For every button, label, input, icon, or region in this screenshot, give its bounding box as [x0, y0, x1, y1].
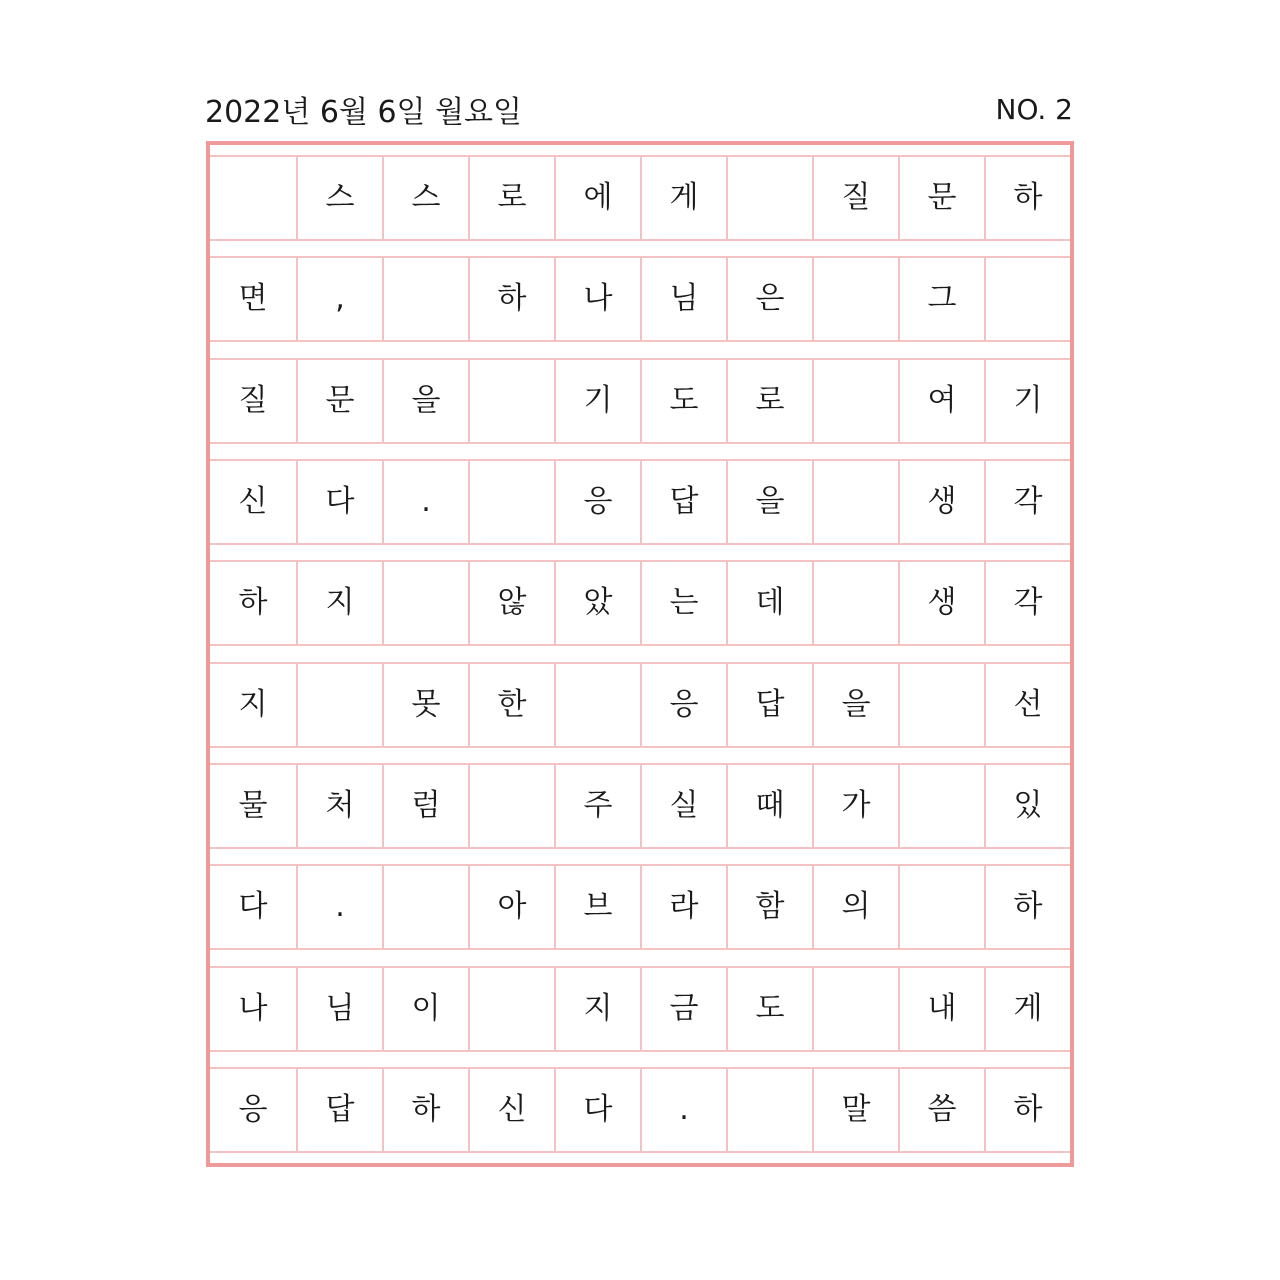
grid-cell: 때: [726, 765, 812, 847]
grid-cell: 게: [640, 157, 726, 239]
grid-cell: 응: [554, 461, 640, 543]
grid-cell: 데: [726, 562, 812, 644]
grid-cell: 럼: [382, 765, 468, 847]
grid-cell: 기: [554, 360, 640, 442]
grid-row: [210, 256, 1070, 342]
grid-cell: 주: [554, 765, 640, 847]
manuscript-sheet: [206, 141, 1074, 1167]
grid-cell: 도: [726, 968, 812, 1050]
grid-cell: [468, 968, 554, 1050]
grid-cell: 로: [468, 157, 554, 239]
manuscript-grid: [210, 155, 1070, 1153]
grid-cell: [382, 866, 468, 948]
grid-cell: 못: [382, 664, 468, 746]
grid-cell: 말: [812, 1069, 898, 1151]
grid-cell: 여: [898, 360, 984, 442]
grid-cell: 질: [238, 382, 268, 418]
grid-cell: 신: [468, 1069, 554, 1151]
page-header: [205, 86, 1075, 132]
grid-cell: 았: [554, 562, 640, 644]
grid-cell: 함: [726, 866, 812, 948]
grid-cell: 한: [468, 664, 554, 746]
grid-cell: 각: [984, 461, 1070, 543]
grid-cell: 의: [812, 866, 898, 948]
grid-cell: [296, 664, 382, 746]
grid-cell: 로: [726, 360, 812, 442]
grid-cell: 에: [554, 157, 640, 239]
grid-cell: 라: [640, 866, 726, 948]
grid-cell: 님: [296, 968, 382, 1050]
grid-cell: 각: [984, 562, 1070, 644]
grid-cell: 씀: [898, 1069, 984, 1151]
grid-cell: 아: [468, 866, 554, 948]
grid-cell: 금: [640, 968, 726, 1050]
grid-cell: 있: [984, 765, 1070, 847]
grid-cell: [898, 866, 984, 948]
grid-cell: 답: [296, 1069, 382, 1151]
grid-cell: 다: [296, 461, 382, 543]
grid-cell: 질: [812, 157, 898, 239]
grid-cell: 은: [726, 258, 812, 340]
grid-cell: 이: [382, 968, 468, 1050]
page-number: NO. 2: [995, 92, 1073, 126]
grid-cell: 내: [898, 968, 984, 1050]
grid-cell: 생: [898, 461, 984, 543]
grid-cell: [210, 157, 296, 239]
grid-row: [210, 662, 1070, 748]
grid-row: [210, 763, 1070, 849]
grid-cell: 다: [554, 1069, 640, 1151]
grid-cell: 을: [726, 461, 812, 543]
grid-cell: [554, 664, 640, 746]
grid-cell: 면: [238, 281, 268, 317]
grid-cell: 기: [984, 360, 1070, 442]
grid-cell: 하: [984, 157, 1070, 239]
grid-cell: 실: [640, 765, 726, 847]
grid-cell: 나: [238, 990, 268, 1026]
grid-cell: [382, 562, 468, 644]
grid-cell: 신: [238, 483, 268, 519]
grid-cell: .: [640, 1069, 726, 1151]
grid-cell: 하: [382, 1069, 468, 1151]
grid-cell: [898, 664, 984, 746]
grid-cell: 물: [238, 787, 268, 823]
grid-cell: 님: [640, 258, 726, 340]
grid-cell: [898, 765, 984, 847]
grid-cell: [382, 258, 468, 340]
grid-row: [210, 155, 1070, 241]
grid-cell: [812, 258, 898, 340]
grid-cell: 지: [296, 562, 382, 644]
grid-cell: [726, 1069, 812, 1151]
grid-cell: 가: [812, 765, 898, 847]
grid-cell: 문: [296, 360, 382, 442]
grid-cell: 그: [898, 258, 984, 340]
grid-cell: 하: [984, 1069, 1070, 1151]
grid-cell: [726, 157, 812, 239]
grid-cell: 브: [554, 866, 640, 948]
grid-cell: .: [296, 866, 382, 948]
grid-cell: 응: [238, 1091, 268, 1127]
grid-cell: 응: [640, 664, 726, 746]
grid-cell: 않: [468, 562, 554, 644]
grid-cell: 하: [984, 866, 1070, 948]
grid-cell: 도: [640, 360, 726, 442]
grid-cell: 을: [812, 664, 898, 746]
grid-cell: 스: [382, 157, 468, 239]
grid-cell: ,: [296, 258, 382, 340]
grid-cell: [984, 258, 1070, 340]
grid-cell: [468, 765, 554, 847]
grid-row: [210, 966, 1070, 1052]
grid-cell: 문: [898, 157, 984, 239]
grid-cell: 선: [984, 664, 1070, 746]
grid-cell: [812, 360, 898, 442]
grid-cell: 스: [296, 157, 382, 239]
grid-cell: 지: [238, 686, 268, 722]
grid-cell: 는: [640, 562, 726, 644]
grid-cell: [812, 562, 898, 644]
grid-row: [210, 459, 1070, 545]
grid-cell: 답: [726, 664, 812, 746]
grid-cell: [812, 461, 898, 543]
date-label: 2022년 6월 6일 월요일: [205, 95, 523, 130]
grid-cell: 게: [984, 968, 1070, 1050]
grid-cell: 나: [554, 258, 640, 340]
grid-cell: 생: [898, 562, 984, 644]
grid-cell: 처: [296, 765, 382, 847]
grid-cell: 하: [468, 258, 554, 340]
grid-cell: [812, 968, 898, 1050]
grid-cell: 을: [382, 360, 468, 442]
grid-cell: .: [382, 461, 468, 543]
grid-row: [210, 358, 1070, 444]
grid-row: [210, 864, 1070, 950]
grid-row: [210, 560, 1070, 646]
grid-cell: 하: [238, 585, 268, 621]
grid-row: [210, 1067, 1070, 1153]
grid-cell: [468, 360, 554, 442]
grid-cell: [468, 461, 554, 543]
grid-cell: 답: [640, 461, 726, 543]
grid-cell: 지: [554, 968, 640, 1050]
grid-cell: 다: [238, 889, 268, 925]
